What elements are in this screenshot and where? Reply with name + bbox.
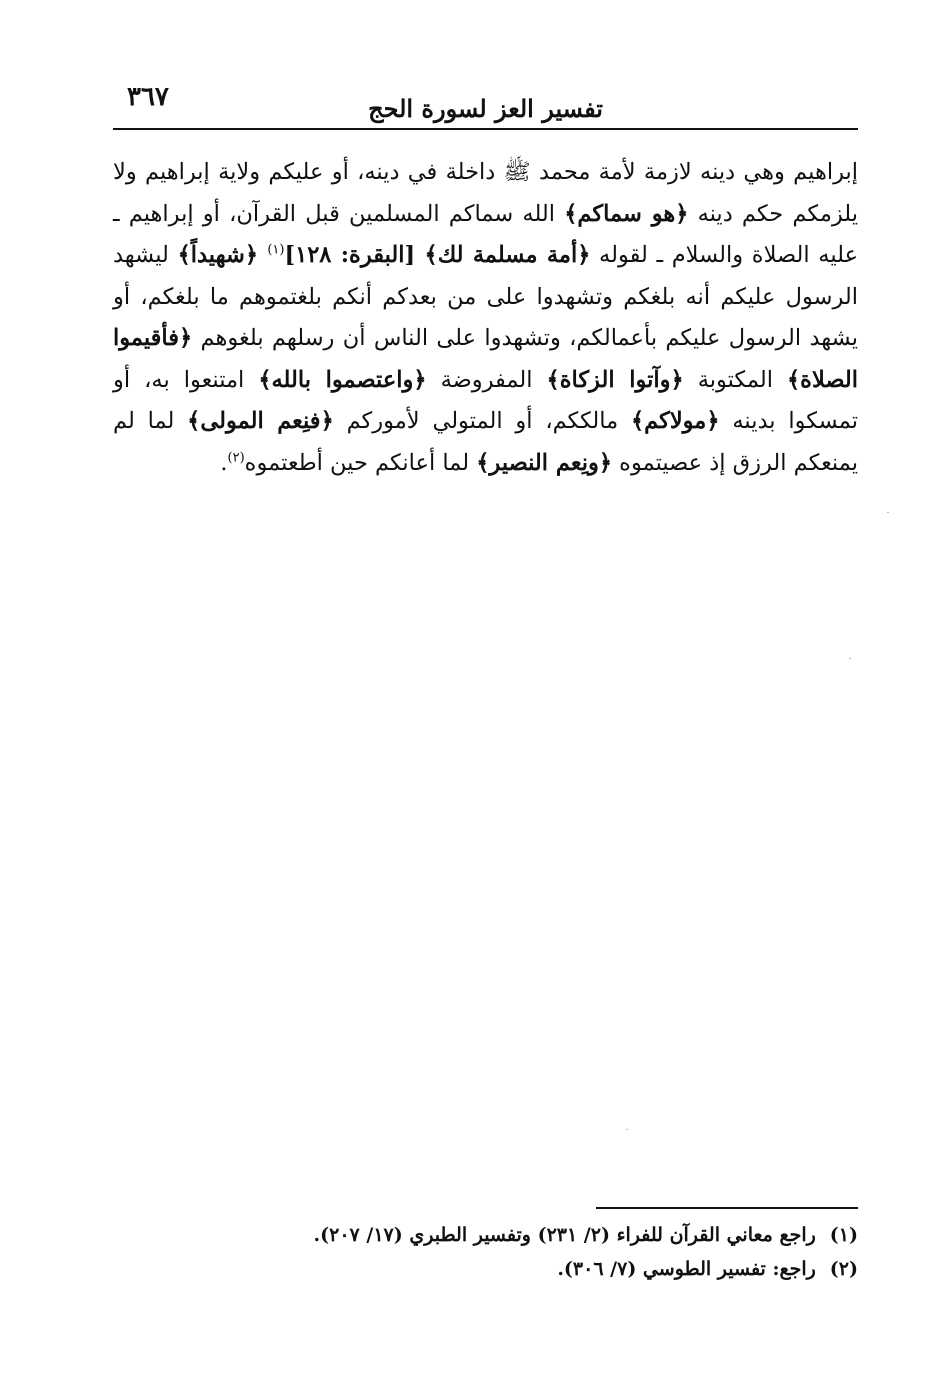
text-run: . [220,449,228,476]
footnote-marker: (٢) [227,450,245,465]
quran-quote: ﴿ونِعم النصير﴾ [476,449,613,476]
quran-quote: ﴿مولاكم﴾ [630,408,720,434]
scan-speck [849,658,851,659]
text-run: المفروضة [426,366,547,393]
quran-quote: ﴿واعتصموا بالله﴾ [258,366,427,393]
scan-speck [626,1129,628,1130]
quran-quote: ﴿وآتوا الزكاة﴾ [546,366,684,393]
footnote-marker: (١) [267,242,285,258]
text-run: لما أعانكم حين أطعتموه [244,449,477,476]
verse-reference: [البقرة: ١٢٨] [284,242,425,268]
text-run: إبراهيم وهي دينه لازمة لأمة محمد ﷺ داخلة في دينه، أو عليكم ولاية إبراهيم ولا يلزمكم حكم دينه [113,159,858,227]
quran-quote: ﴿شهيداً﴾ [177,242,268,268]
footnote-item [113,1218,858,1252]
quran-quote: ﴿فنِعم المولى﴾ [187,408,334,434]
text-run: مالككم، أو المتولي لأموركم [333,408,631,434]
scan-speck [887,512,889,513]
footnotes [113,1218,858,1286]
page-number: ٣٦٧ [127,82,169,112]
text-run: لما لم يمنعكم الرزق إذ عصيتموه [113,408,858,476]
quran-quote: ﴿أمة مسلمة لك﴾ [424,242,591,268]
quran-quote: ﴿فأقيموا الصلاة﴾ [113,325,858,393]
footnote-number: (١) [829,1224,858,1246]
text-run: امتنعوا به، أو تمسكوا بدينه [113,366,858,434]
footnote-text: راجع: تفسير الطوسي (٧/ ٣٠٦). [557,1258,816,1280]
footnote-number: (٢) [829,1258,858,1280]
running-title: تفسير العز لسورة الحج [368,94,603,123]
quran-quote: ﴿هو سماكم﴾ [564,200,689,227]
page-header [113,78,858,128]
footnote-item [113,1252,858,1286]
text-run: ليشهد الرسول عليكم أنه بلغكم وتشهدوا على من بعدكم أنكم بلغتموهم ما بلغكم، أو يشهد الرسول عليكم بأعمالكم، وتشهدوا على الناس أن رسلهم بلغوهم [113,242,858,351]
footnote-text: راجع معاني القرآن للفراء (٢/ ٢٣١) وتفسير الطبري (١٧/ ٢٠٧). [313,1224,816,1246]
text-run: الله سماكم المسلمين قبل القرآن، أو إبراهيم ـ عليه الصلاة والسلام ـ لقوله [113,200,858,268]
main-text [113,152,858,484]
footnote-rule [596,1207,858,1209]
text-run: المكتوبة [683,366,787,393]
paragraph [113,152,858,484]
header-rule [113,128,858,130]
